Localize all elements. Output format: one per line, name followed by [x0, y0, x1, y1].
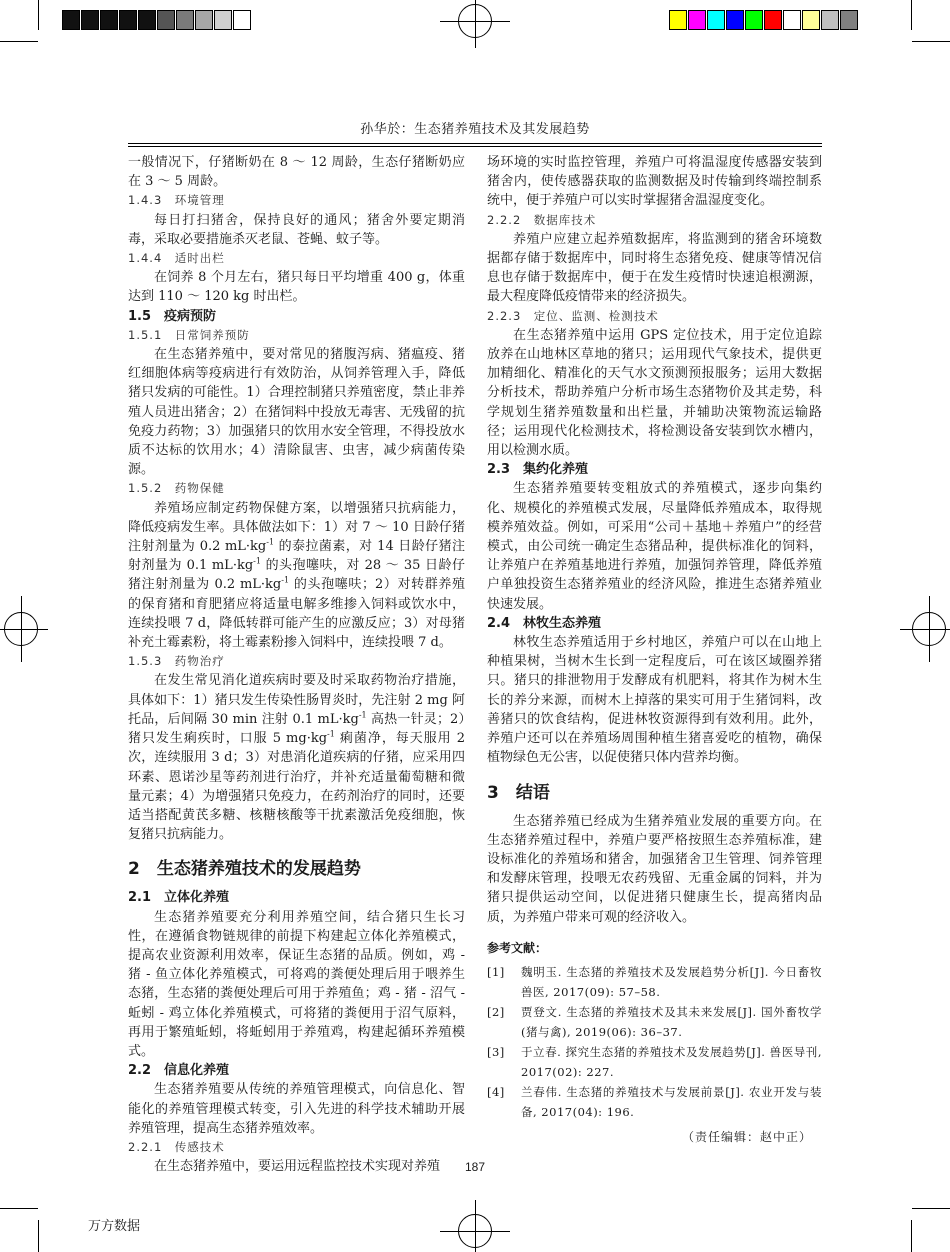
- color-swatch: [214, 10, 232, 30]
- paragraph: 生态猪养殖要转变粗放式的养殖模式，逐步向集约化、规模化的养殖模式发展，尽量降低养殖成本，取得规模养殖效益。例如，可采用“公司＋基地＋养殖户”的经营模式，由公司统一确定生态猪品种，提供标准化的饲料，让养殖户在养殖基地进行养殖，加强饲养管理，降低养殖户单独投资生态猪养殖业的经济风险，推进生态猪养殖业快速发展。: [487, 481, 822, 612]
- paragraph: 在生态猪养殖中，要对常见的猪腹泻病、猪瘟疫、猪红细胞体病等疫病进行有效防治，从饲养管理入手，降低猪只发病的可能性。1）合理控制猪只养殖密度，禁止非养殖人员进出猪舍；2）在猪饲料中投放无毒害、无残留的抗免疫力药物；3）加强猪只的饮用水安全管理，不得投放水质不达标的饮用水；4）清除鼠害、虫害，减少病菌传染源。: [128, 347, 465, 478]
- section-heading-2: 2 生态猪养殖技术的发展趋势: [128, 859, 361, 880]
- section-heading-2-1: 2.1 立体化养殖: [128, 890, 230, 906]
- superscript: -1: [253, 556, 261, 566]
- reference-text: 兰春伟. 生态猪的养殖技术与发展前景[J]. 农业开发与装备, 2017(04): 196.: [521, 1084, 822, 1119]
- left-column: [128, 153, 465, 1176]
- paragraph: 每日打扫猪舍，保持良好的通风；猪舍外要定期消毒，采取必要措施杀灭老鼠、苍蝇、蚊子等。: [128, 212, 465, 247]
- paragraph: 场环境的实时监控管理，养殖户可将温湿度传感器安装到猪舍内，使传感器获取的监测数据及时传输到终端控制系统中，便于养殖户可以实时掌握猪舍温湿度变化。: [487, 155, 822, 209]
- color-swatch: [176, 10, 194, 30]
- section-heading-2-2: 2.2 信息化养殖: [128, 1063, 230, 1079]
- superscript: -1: [281, 576, 290, 586]
- section-heading-1-5: 1.5 疫病预防: [128, 308, 217, 324]
- color-swatch: [233, 10, 251, 30]
- text-run: 的泰拉菌素，对 14 日龄仔猪注射剂量为 0.1 mL·kg: [128, 539, 465, 574]
- superscript: -1: [358, 710, 367, 720]
- color-swatch: [764, 10, 782, 30]
- reference-number: [2]: [487, 1004, 505, 1019]
- right-column: [487, 153, 822, 1147]
- running-header: 孙华於：生态猪养殖技术及其发展趋势: [360, 122, 590, 137]
- reference-item: [487, 962, 822, 1002]
- crop-mark: [912, 41, 950, 42]
- reference-text: 于立春. 探究生态猪的养殖技术及发展趋势[J]. 兽医导刊, 2017(02): 227.: [521, 1044, 822, 1079]
- reference-item: [487, 1082, 822, 1122]
- superscript: -1: [327, 729, 335, 739]
- text-run: 的头孢噻呋，对 28 ～ 35 日龄仔猪注射剂量为 0.2 mL·kg: [128, 558, 465, 593]
- paragraph: 生态猪养殖要从传统的养殖管理模式，向信息化、智能化的养殖管理模式转变，引入先进的科学技术辅助开展养殖管理，提高生态猪养殖效率。: [128, 1082, 465, 1136]
- responsible-editor: （责任编辑：赵中正）: [681, 1129, 812, 1144]
- paragraph: 在生态猪养殖中运用 GPS 定位技术，用于定位追踪放养在山地林区草地的猪只；运用现代气象技术，提供更加精细化、精准化的天气水文预测预报服务；运用大数据分析技术，帮助养殖户分析市场生态猪物价及其走势，科学规划生猪养殖数量和出栏量，并辅助决策物流运输路径；运用现代化检测技术，将检测设备安装到饮水槽内，用以检测水质。: [487, 327, 822, 459]
- color-swatch: [840, 10, 858, 30]
- text-run: 在发生常见消化道疾病时要及时采取药物治疗措施，具体如下：1）猪只发生传染性肠胃炎时，先注射 2 mg 阿托品，后间隔 30 min 注射 0.1 mL·kg: [128, 673, 465, 727]
- paragraph: 生态猪养殖要充分利用养殖空间，结合猪只生长习性，在遵循食物链规律的前提下构建起立体化养殖模式，提高农业资源利用效率，保证生态猪的品质。例如，鸡 - 猪 - 鱼立体化养殖模式，可将鸡的粪便处理后用于喂养生态猪，生态猪的粪便处理后可用于养殖鱼；鸡 - 猪 - 沼气 - 蚯蚓 - 鸡立体化养殖模式，可将猪的粪便用于沼气原料，再用于繁殖蚯蚓，将蚯蚓用于养殖鸡，构建起循环养殖模式。: [128, 909, 465, 1059]
- paragraph: [128, 671, 465, 844]
- crop-mark: [0, 1208, 38, 1209]
- text-run: 高热一针灵；2）猪只发生痢疾时，口服 5 mg·kg: [128, 711, 466, 747]
- color-swatch: [100, 10, 118, 30]
- crop-mark: [38, 0, 39, 30]
- paragraph: 养殖户应建立起养殖数据库，将监测到的猪舍环境数据都存储于数据库中，同时将生态猪免疫、健康等情况信息也存储于数据库中，便于在发生疫情时快速追根溯源，最大程度降低疫情带来的经济损失。: [487, 231, 822, 305]
- section-heading-1-4-4: 1.4.4 适时出栏: [128, 251, 225, 266]
- color-swatch: [688, 10, 706, 30]
- section-heading-2-4: 2.4 林牧生态养殖: [487, 615, 602, 631]
- paragraph: 在生态猪养殖中，要运用远程监控技术实现对养殖: [154, 1159, 441, 1175]
- color-swatch: [783, 10, 801, 30]
- section-heading-1-5-1: 1.5.1 日常饲养预防: [128, 327, 250, 342]
- color-swatch: [157, 10, 175, 30]
- color-swatch: [119, 10, 137, 30]
- reference-item: [487, 1042, 822, 1082]
- section-heading-2-2-1: 2.2.1 传感技术: [128, 1139, 225, 1154]
- reference-number: [1]: [487, 964, 505, 979]
- reference-number: [3]: [487, 1044, 505, 1059]
- paragraph: 生态猪养殖已经成为生猪养殖业发展的重要方向。在生态猪养殖过程中，养殖户要严格按照生态养殖标准，建设标准化的养殖场和猪舍，加强猪舍卫生管理、饲养管理和发酵床管理，投喂无农药残留、无重金属的饲料，并为猪只提供运动空间，以促进猪只健康生长，提高猪肉品质，为养殖户带来可观的经济收入。: [487, 813, 822, 925]
- color-swatch: [726, 10, 744, 30]
- grayscale-swatches: [62, 10, 252, 30]
- reference-text: 魏明玉. 生态猪的养殖技术及发展趋势分析[J]. 今日畜牧兽医, 2017(09): 57–58.: [521, 964, 822, 999]
- section-heading-3: 3 结语: [487, 782, 550, 803]
- color-swatch: [802, 10, 820, 30]
- crop-mark: [0, 41, 38, 42]
- color-swatch: [669, 10, 687, 30]
- text-run: 养殖场应制定药物保健方案，以增强猪只抗病能力，降低疫病发生率。具体做法如下：1）对 7 ～ 10 日龄仔猪注射剂量为 0.2 mL·kg: [128, 500, 465, 555]
- section-heading-2-2-2: 2.2.2 数据库技术: [487, 212, 597, 227]
- color-swatch: [745, 10, 763, 30]
- header-rule: [128, 143, 822, 147]
- section-heading-2-3: 2.3 集约化养殖: [487, 462, 589, 478]
- section-heading-2-2-3: 2.2.3 定位、监测、检测技术: [487, 308, 659, 323]
- color-swatch: [195, 10, 213, 30]
- color-swatch: [81, 10, 99, 30]
- section-heading-1-5-2: 1.5.2 药物保健: [128, 481, 225, 496]
- color-swatches: [669, 10, 859, 30]
- crop-mark: [911, 0, 912, 30]
- section-heading-1-4-3: 1.4.3 环境管理: [128, 193, 225, 208]
- watermark: 万方数据: [88, 1219, 141, 1234]
- paragraph: 在饲养 8 个月左右，猪只每日平均增重 400 g，体重达到 110 ～ 120 kg 时出栏。: [128, 270, 465, 305]
- reference-text: 贾登文. 生态猪的养殖技术及其未来发展[J]. 国外畜牧学(猪与禽), 2019(06): 36–37.: [521, 1004, 822, 1039]
- reference-item: [487, 1002, 822, 1042]
- references-title: 参考文献：: [487, 940, 548, 955]
- crop-mark: [38, 1220, 39, 1252]
- paragraph: 一般情况下，仔猪断奶在 8 ～ 12 周龄，生态仔猪断奶应在 3 ～ 5 周龄。: [128, 155, 465, 190]
- crop-mark: [911, 1220, 912, 1252]
- color-swatch: [138, 10, 156, 30]
- reference-number: [4]: [487, 1084, 505, 1099]
- paragraph: 林牧生态养殖适用于乡村地区，养殖户可以在山地上种植果树，当树木生长到一定程度后，可在该区域圈养猪只。猪只的排泄物用于发酵成有机肥料，将其作为树木生长的养分来源，而树木上掉落的果实可用于生猪饲料，改善猪只的饮食结构，促进林牧资源得到有效利用。此外，养殖户还可以在养殖场周围种植生猪喜爱吃的植物，确保植物绿色无公害，以促使猪只体内营养均衡。: [487, 635, 822, 766]
- superscript: -1: [266, 537, 275, 547]
- color-swatch: [62, 10, 80, 30]
- page-number: 187: [464, 1160, 486, 1174]
- color-swatch: [707, 10, 725, 30]
- text-run: 的头孢噻呋；2）对转群养殖的保育猪和育肥猪应将适量电解多维掺入饲料或饮水中，连续投喂 7 d，降低转群可能产生的应激反应；3）对母猪补充土霉素粉，将土霉素粉掺入饲料中，连续投喂 7 d。: [128, 577, 466, 651]
- text-run: 痢菌净，每天服用 2 次，连续服用 3 d；3）对患消化道疾病的仔猪，应采用四环素、恩诺沙星等药剂进行治疗，并补充适量葡萄糖和微量元素；4）为增强猪只免疫力，在药剂治疗的同时，还要适当搭配黄芪多糖、核糖核酸等干扰素激活免疫细胞，恢复猪只抗病能力。: [128, 731, 465, 843]
- section-heading-1-5-3: 1.5.3 药物治疗: [128, 654, 225, 669]
- paragraph: [128, 499, 465, 653]
- crop-mark: [912, 1208, 950, 1209]
- color-swatch: [821, 10, 839, 30]
